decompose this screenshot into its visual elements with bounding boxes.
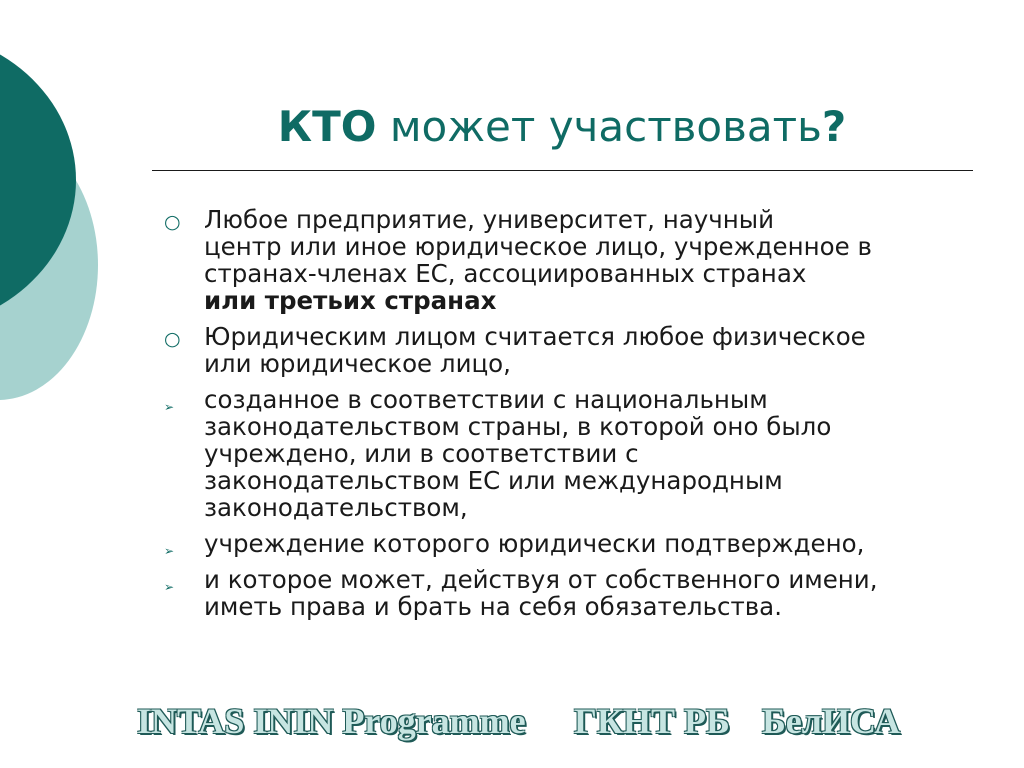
bullet-3-line-1: созданное в соответствии с национальным [204, 385, 768, 414]
bullet-1-line-2: центр или иное юридическое лицо, учрежденное в [204, 232, 872, 261]
bullet-3-line-4: законодательством ЕС или международным [204, 466, 783, 495]
title-bold: КТО [277, 102, 377, 151]
bullet-item-3 [164, 386, 984, 521]
title-question: ? [821, 102, 847, 151]
bullet-1-line-3: странах-членах ЕС, ассоциированных странах [204, 259, 807, 288]
bullet-item-4 [164, 530, 984, 557]
slide-title [152, 102, 972, 151]
bullet-3-line-5: законодательством, [204, 493, 468, 522]
arrow-bullet-icon: ➢ [164, 400, 175, 414]
bullet-list [164, 206, 984, 629]
footer-programme: INTAS ININ Programme [137, 701, 526, 741]
circle-bullet-icon: ○ [164, 328, 181, 350]
bullet-item-2 [164, 323, 984, 377]
arrow-bullet-icon: ➢ [164, 580, 175, 594]
bullet-5-line-2: иметь права и брать на себя обязательства. [204, 592, 782, 621]
arrow-bullet-icon: ➢ [164, 544, 175, 558]
circle-bullet-icon: ○ [164, 211, 181, 233]
bullet-4-line-1: учреждение которого юридически подтверждено, [204, 529, 865, 558]
bullet-5-line-1: и которое может, действуя от собственного имени, [204, 565, 878, 594]
bullet-1-bold-line: или третьих странах [204, 286, 497, 315]
bullet-2-line-1: Юридическим лицом считается любое физическое [204, 322, 866, 351]
footer-gknt: ГКНТ РБ [574, 701, 730, 741]
title-divider [152, 170, 973, 171]
bullet-item-1 [164, 206, 984, 314]
footer-belisa: БелИСА [762, 701, 901, 741]
title-regular: может участвовать [376, 102, 822, 151]
bullet-3-line-3: учреждено, или в соответствии с [204, 439, 639, 468]
bullet-3-line-2: законодательством страны, в которой оно было [204, 412, 832, 441]
bullet-2-line-2: или юридическое лицо, [204, 349, 511, 378]
bullet-item-5 [164, 566, 984, 620]
bullet-1-line-1: Любое предприятие, университет, научный [204, 205, 775, 234]
